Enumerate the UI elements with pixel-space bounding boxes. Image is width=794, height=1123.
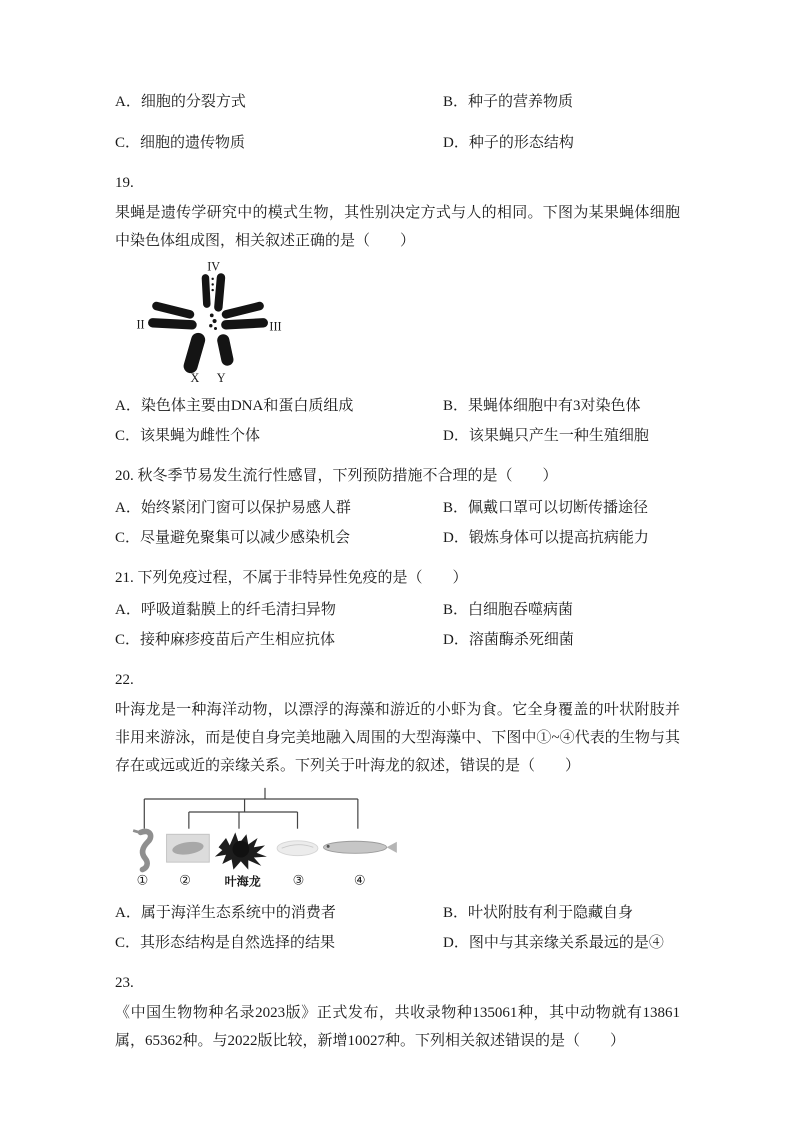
phylogenetic-tree-figure	[115, 786, 415, 890]
question-23	[115, 969, 680, 1055]
options-grid	[115, 392, 680, 450]
option-c: C．尽量避免聚集可以减少感染机会	[115, 530, 351, 546]
leafy-seadragon-label: 叶海龙	[224, 874, 261, 889]
taxon-label-4: ④	[353, 872, 366, 888]
taxon-label-2: ②	[179, 872, 191, 888]
chromosome-pair-iii	[221, 301, 268, 330]
question-20	[115, 462, 680, 552]
option-d: D．图中与其亲缘关系最远的是④	[443, 935, 664, 951]
phylogenetic-tree-wrap	[115, 786, 680, 895]
option-b: B．佩戴口罩可以切断传播途径	[443, 500, 649, 516]
label-chromosome-x: X	[190, 370, 200, 383]
option-d: D．溶菌酶杀死细菌	[443, 632, 574, 648]
question-22	[115, 666, 680, 957]
question-stem: 叶海龙是一种海洋动物，以漂浮的海藻和游近的小虾为食。它全身覆盖的叶状附肢并非用来游泳，而是使自身完美地融入周围的大型海藻中、下图中①~④代表的生物与其存在或远或近的亲缘关系。下列关于叶海龙的叙述，错误的是（ ）	[115, 702, 680, 774]
label-chromosome-y: Y	[216, 370, 226, 383]
options-grid	[115, 596, 680, 654]
question-21	[115, 564, 680, 654]
pipefish-image	[167, 834, 210, 862]
option-a: A．染色体主要由DNA和蛋白质组成	[115, 398, 354, 414]
option-a: A．细胞的分裂方式	[115, 94, 246, 110]
options-grid	[115, 494, 680, 552]
seahorse-image	[133, 831, 150, 870]
option-d: D．锻炼身体可以提高抗病能力	[443, 530, 649, 546]
option-c: C．细胞的遗传物质	[115, 135, 246, 151]
option-b: B．果蝇体细胞中有3对染色体	[443, 398, 641, 414]
question-18-options	[115, 88, 680, 157]
options-grid	[115, 899, 680, 957]
option-a: A．始终紧闭门窗可以保护易感人群	[115, 500, 351, 516]
question-stem: 21. 下列免疫过程，不属于非特异性免疫的是（ ）	[115, 570, 468, 586]
option-a: A．呼吸道黏膜上的纤毛清扫异物	[115, 602, 336, 618]
option-d: D．该果蝇只产生一种生殖细胞	[443, 428, 649, 444]
option-b: B．种子的营养物质	[443, 94, 574, 110]
option-d: D．种子的形态结构	[443, 135, 574, 151]
question-number: 22.	[115, 672, 134, 688]
question-19	[115, 169, 680, 450]
tree-branches	[144, 788, 358, 829]
option-a: A．属于海洋生态系统中的消费者	[115, 905, 336, 921]
question-stem: 20. 秋冬季节易发生流行性感冒，下列预防措施不合理的是（ ）	[115, 468, 558, 484]
chromosome-pair-ii	[148, 301, 197, 330]
leafy-seadragon-image	[215, 832, 267, 869]
label-chromosome-ii: II	[136, 317, 145, 332]
question-number: 23.	[115, 975, 134, 991]
question-stem: 果蝇是遗传学研究中的模式生物，其性别决定方式与人的相同。下图为某果蝇体细胞中染色体组成图，相关叙述正确的是（ ）	[115, 205, 680, 249]
label-chromosome-iv: IV	[207, 259, 221, 274]
option-c: C．该果蝇为雌性个体	[115, 428, 261, 444]
fish-image	[324, 841, 397, 853]
option-b: B．叶状附肢有利于隐藏自身	[443, 905, 634, 921]
taxon-label-1: ①	[136, 872, 149, 888]
option-c: C．其形态结构是自然选择的结果	[115, 935, 336, 951]
fruit-fly-chromosome-figure	[133, 259, 283, 383]
chromosome-figure-wrap	[133, 259, 680, 388]
option-c: C．接种麻疹疫苗后产生相应抗体	[115, 632, 336, 648]
options-grid	[115, 88, 680, 157]
option-b: B．白细胞吞噬病菌	[443, 602, 574, 618]
chromosome-pair-xy	[182, 331, 235, 375]
question-number: 19.	[115, 175, 134, 191]
seadragon-sketch-image	[277, 841, 318, 856]
question-stem: 《中国生物物种名录2023版》正式发布，共收录物种135061种，其中动物就有13861属，65362种。与2022版比较，新增10027种。下列相关叙述错误的是（ ）	[115, 1005, 680, 1049]
label-chromosome-iii: III	[269, 319, 282, 334]
taxon-label-3: ③	[292, 872, 305, 888]
